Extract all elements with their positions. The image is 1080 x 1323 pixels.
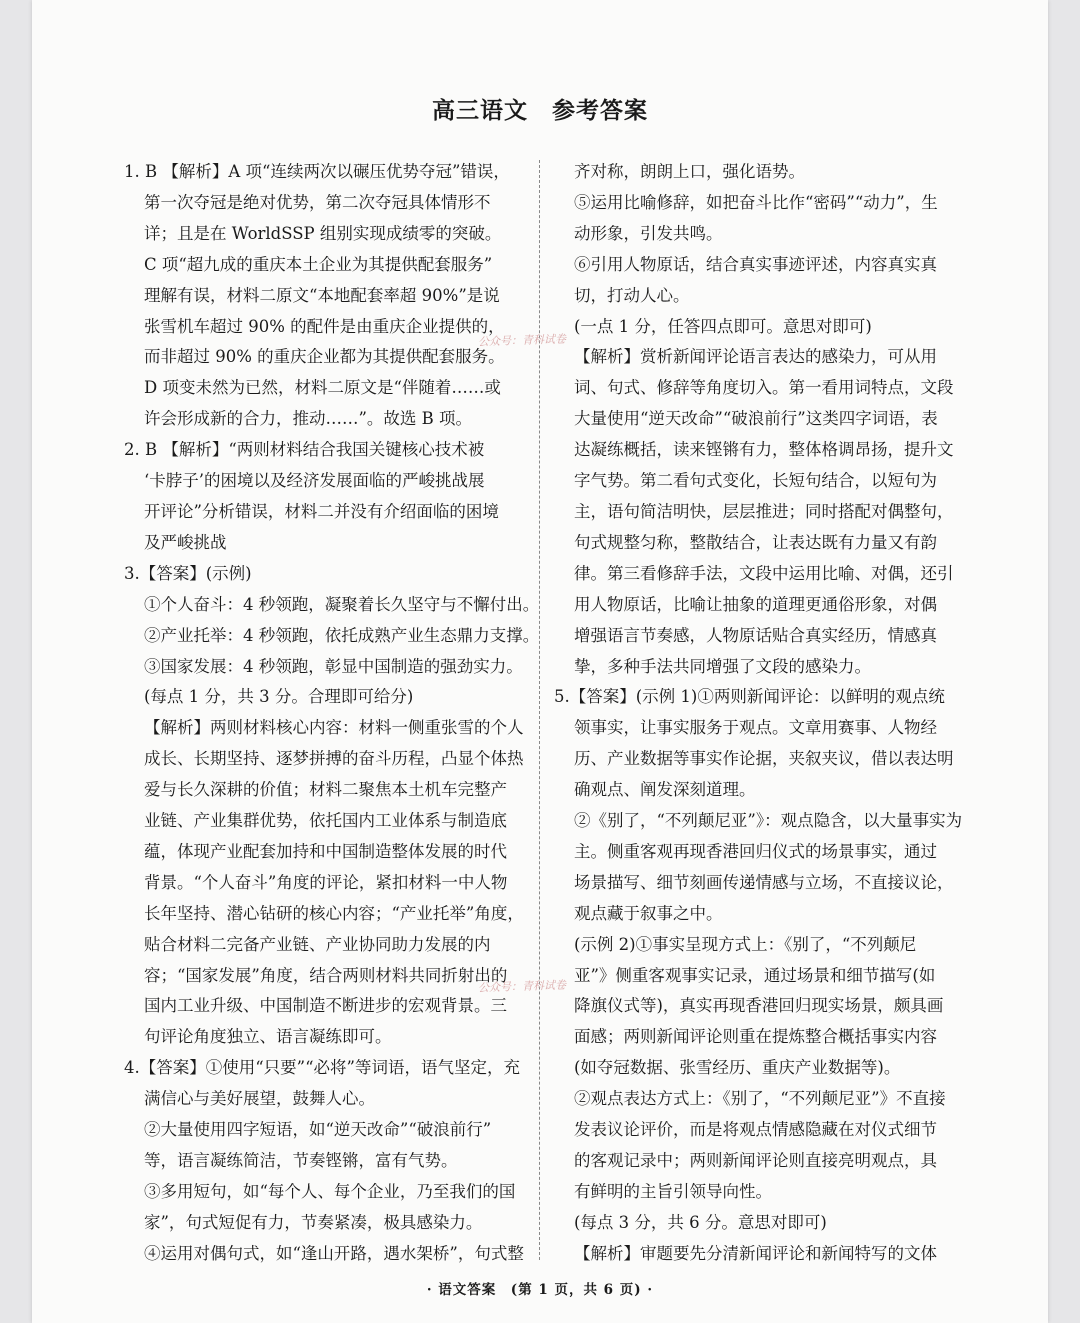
text-line: 张雪机车超过 90% 的配件是由重庆企业提供的，	[144, 316, 505, 336]
text-line: 观点藏于叙事之中。	[574, 903, 723, 923]
text-line: 家”，句式短促有力，节奏紧凑，极具感染力。	[144, 1212, 483, 1232]
text-line: ‘卡脖子’的困境以及经济发展面临的严峻挑战展	[144, 471, 485, 491]
text-line: (如夺冠数据、张雪经历、重庆产业数据等)。	[574, 1058, 901, 1078]
text-line: 开评论”分析错误，材料二并没有介绍面临的困境	[144, 501, 499, 521]
text-line: 词、句式、修辞等角度切入。第一看用词特点，文段	[574, 378, 954, 398]
watermark: 公众号：青科试卷	[477, 978, 567, 995]
page-footer: · 语文答案 (第 1 页，共 6 页) ·	[426, 1282, 654, 1298]
text-line: ③多用短句，如“每个人、每个企业，乃至我们的国	[144, 1181, 516, 1201]
text-line: 有鲜明的主旨引领导向性。	[574, 1181, 772, 1201]
text-line: 2. B 【解析】“两则材料结合我国关键核心技术被	[124, 440, 485, 460]
text-line: 动形象，引发共鸣。	[574, 223, 723, 243]
text-line: (示例 2)①事实呈现方式上：《别了，“不列颠尼	[574, 934, 917, 954]
column-divider	[539, 160, 540, 1260]
text-line: 理解有误，材料二原文“本地配套率超 90%”是说	[144, 285, 500, 305]
text-line: 成长、长期坚持、逐梦拼搏的奋斗历程，凸显个体热	[144, 749, 524, 769]
text-line: 详；且是在 WorldSSP 组别实现成绩零的突破。	[144, 223, 502, 243]
text-line: ②观点表达方式上：《别了，“不列颠尼亚”》不直接	[574, 1089, 946, 1109]
left-column	[124, 157, 540, 1270]
text-line: 齐对称，朗朗上口，强化语势。	[574, 162, 805, 181]
text-line: 国内工业升级、中国制造不断进步的宏观背景。三	[144, 996, 507, 1016]
text-line: 容；“国家发展”角度，结合两则材料共同折射出的	[144, 965, 508, 985]
text-line: 切，打动人心。	[574, 285, 690, 305]
text-line: 降旗仪式等)，真实再现香港回归现实场景，颇具画	[574, 996, 944, 1016]
text-line: 主，语句简洁明快，层层推进；同时搭配对偶整句，	[574, 501, 954, 521]
text-line: C 项“超九成的重庆本土企业为其提供配套服务”	[144, 254, 493, 274]
text-line: ②《别了，“不列颠尼亚”》：观点隐含，以大量事实为	[574, 811, 963, 831]
text-line: 律。第三看修辞手法，文段中运用比喻、对偶，还引	[574, 563, 954, 583]
text-line: 达凝练概括，读来铿锵有力，整体格调昂扬，提升文	[574, 440, 954, 460]
text-line: D 项变未然为已然，材料二原文是“伴随着……或	[144, 378, 501, 398]
text-line: ②产业托举：4 秒领跑，依托成熟产业生态鼎力支撑。	[144, 625, 540, 645]
text-line: 4.【答案】①使用“只要”“必将”等词语，语气坚定，充	[124, 1058, 520, 1078]
text-line: ①个人奋斗：4 秒领跑，凝聚着长久坚守与不懈付出。	[144, 594, 540, 614]
text-line: 历、产业数据等事实作论据，夹叙夹议，借以表达明	[574, 749, 954, 769]
text-line: 增强语言节奏感，人物原话贴合真实经历，情感真	[574, 625, 937, 645]
text-line: 蕴，体现产业配套加持和中国制造整体发展的时代	[144, 841, 507, 861]
text-line: 用人物原话，比喻让抽象的道理更通俗形象，对偶	[574, 594, 937, 614]
text-line: 亚”》侧重客观事实记录，通过场景和细节描写(如	[574, 965, 936, 985]
text-line: (每点 3 分，共 6 分。意思对即可)	[574, 1212, 827, 1232]
text-line: 挚，多种手法共同增强了文段的感染力。	[574, 656, 871, 676]
text-line: 许会形成新的合力，推动……”。故选 B 项。	[144, 409, 473, 429]
text-line: 大量使用“逆天改命”“破浪前行”这类四字词语，表	[574, 409, 938, 429]
text-line: 等，语言凝练简洁，节奏铿锵，富有气势。	[144, 1151, 458, 1170]
text-line: 字气势。第二看句式变化，长短句结合，以短句为	[574, 471, 937, 491]
text-line: 3.【答案】(示例)	[124, 563, 252, 583]
text-line: 及严峻挑战	[144, 532, 227, 552]
text-line: 长年坚持、潜心钻研的核心内容；“产业托举”角度，	[144, 903, 524, 923]
text-line: 面感；两则新闻评论则重在提炼整合概括事实内容	[574, 1027, 937, 1047]
text-line: 的客观记录中；两则新闻评论则直接亮明观点，具	[574, 1151, 937, 1170]
text-line: 满信心与美好展望，鼓舞人心。	[144, 1089, 375, 1109]
text-line: (一点 1 分，任答四点即可。意思对即可)	[574, 316, 872, 336]
text-line: 确观点、阐发深刻道理。	[574, 780, 756, 800]
text-line: 句式规整匀称，整散结合，让表达既有力量又有韵	[574, 532, 937, 552]
text-line: 发表议论评价，而是将观点情感隐藏在对仪式细节	[574, 1120, 937, 1140]
text-line: ⑤运用比喻修辞，如把奋斗比作“密码”“动力”，生	[574, 192, 938, 212]
text-line: ②大量使用四字短语，如“逆天改命”“破浪前行”	[144, 1120, 492, 1140]
text-line: 5.【答案】(示例 1)①两则新闻评论：以鲜明的观点统	[554, 687, 945, 707]
page-title: 高三语文 参考答案	[432, 97, 648, 124]
text-line: 场景描写、细节刻画传递情感与立场，不直接议论，	[574, 872, 954, 892]
text-line: ③国家发展：4 秒领跑，彰显中国制造的强劲实力。	[144, 656, 523, 676]
text-line: 【解析】审题要先分清新闻评论和新闻特写的文体	[574, 1243, 937, 1263]
text-line: 1. B 【解析】A 项“连续两次以碾压优势夺冠”错误，	[124, 162, 510, 181]
text-line: 领事实，让事实服务于观点。文章用赛事、人物经	[574, 718, 937, 738]
text-line: 而非超过 90% 的重庆企业都为其提供配套服务。	[144, 347, 505, 367]
watermark: 公众号：青科试卷	[477, 332, 567, 349]
text-line: 业链、产业集群优势，依托国内工业体系与制造底	[144, 811, 507, 831]
text-line: ④运用对偶句式，如“逢山开路，遇水架桥”，句式整	[144, 1243, 524, 1263]
text-line: 爱与长久深耕的价值；材料二聚焦本土机车完整产	[144, 780, 507, 800]
text-line: ⑥引用人物原话，结合真实事迹评述，内容真实真	[574, 254, 937, 274]
text-line: 贴合材料二完备产业链、产业协同助力发展的内	[144, 934, 491, 954]
text-line: (每点 1 分，共 3 分。合理即可给分)	[144, 687, 414, 707]
text-line: 第一次夺冠是绝对优势，第二次夺冠具体情形不	[144, 192, 491, 212]
right-column	[554, 157, 963, 1270]
text-line: 【解析】两则材料核心内容：材料一侧重张雪的个人	[144, 718, 524, 738]
text-line: 主。侧重客观再现香港回归仪式的场景事实，通过	[574, 841, 937, 861]
text-line: 句评论角度独立、语言凝练即可。	[144, 1027, 392, 1047]
text-line: 背景。“个人奋斗”角度的评论，紧扣材料一中人物	[144, 872, 508, 892]
text-line: 【解析】赏析新闻评论语言表达的感染力，可从用	[574, 347, 937, 367]
